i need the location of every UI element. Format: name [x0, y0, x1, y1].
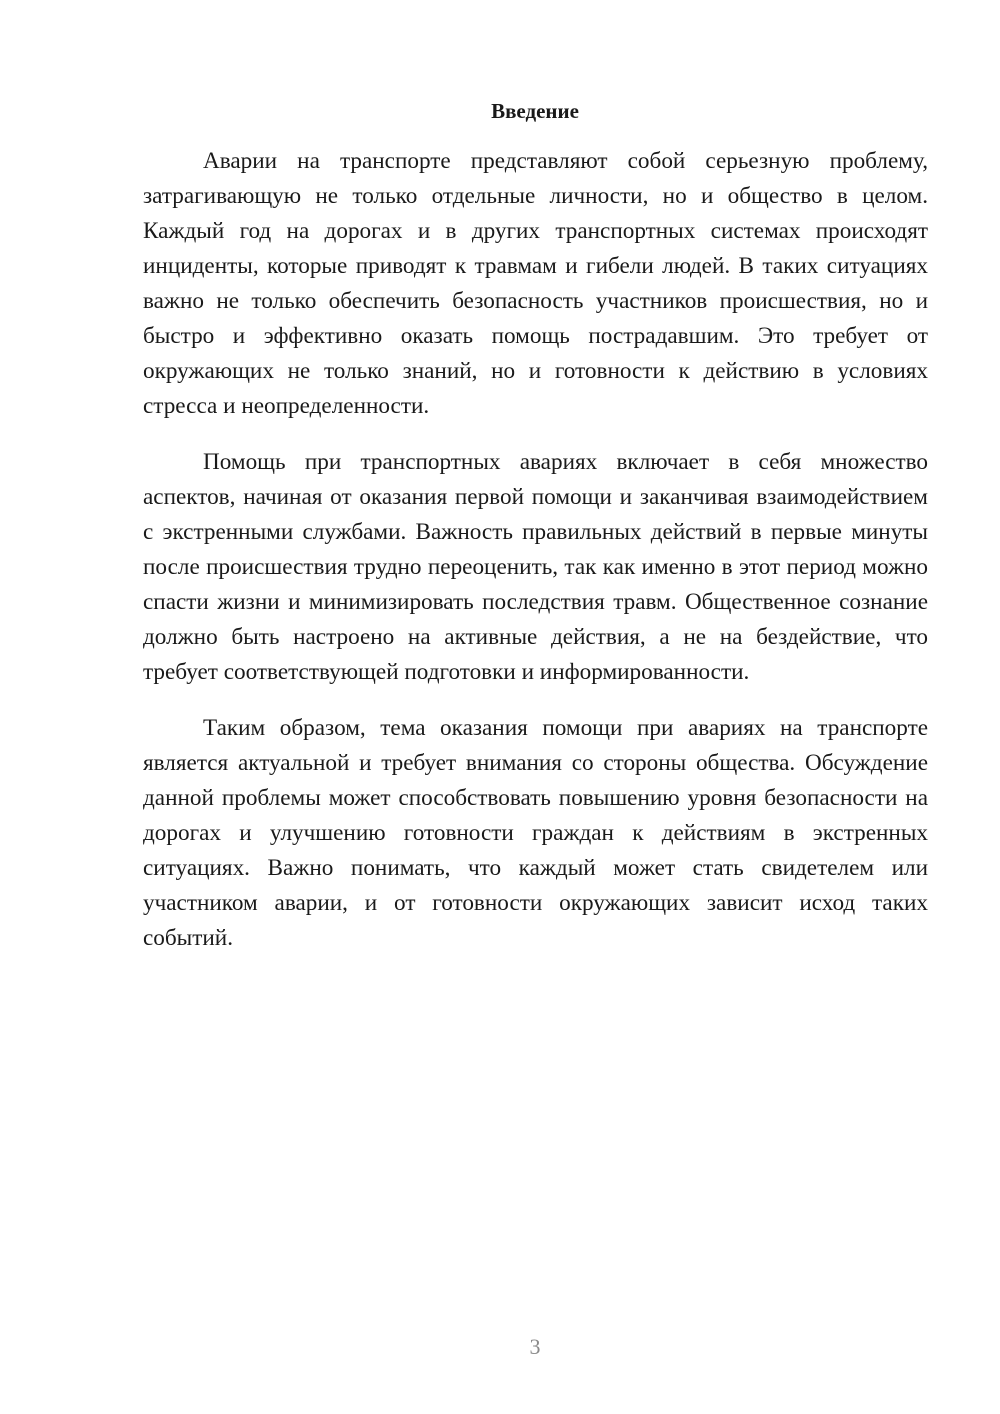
paragraph-1: Аварии на транспорте представляют собой серьезную проблему, затрагивающую не только отдельные личности, но и общество в целом. Каждый год на дорогах и в других транспортных системах происходят инциденты, которые приводят к травмам и гибели людей. В таких ситуациях важно не только обеспечить безопасность участников происшествия, но и быстро и эффективно оказать помощь пострадавшим. Это требует от окружающих не только знаний, но и готовности к действию в условиях стресса и неопределенности. [143, 148, 928, 419]
section-heading: Введение [491, 99, 579, 123]
paragraph-2: Помощь при транспортных авариях включает в себя множество аспектов, начиная от оказания первой помощи и заканчивая взаимодействием с экстренными службами. Важность правильных действий в первые минуты после происшествия трудно переоценить, так как именно в этот период можно спасти жизни и минимизировать последствия травм. Общественное сознание должно быть настроено на активные действия, а не на бездействие, что требует соответствующей подготовки и информированности. [143, 449, 928, 685]
paragraph-3: Таким образом, тема оказания помощи при авариях на транспорте является актуальной и требует внимания со стороны общества. Обсуждение данной проблемы может способствовать повышению уровня безопасности на дорогах и улучшению готовности граждан к действиям в экстренных ситуациях. Важно понимать, что каждый может стать свидетелем или участником аварии, и от готовности окружающих зависит исход таких событий. [143, 715, 928, 951]
page-number: 3 [529, 1334, 541, 1359]
body-text [143, 144, 928, 977]
